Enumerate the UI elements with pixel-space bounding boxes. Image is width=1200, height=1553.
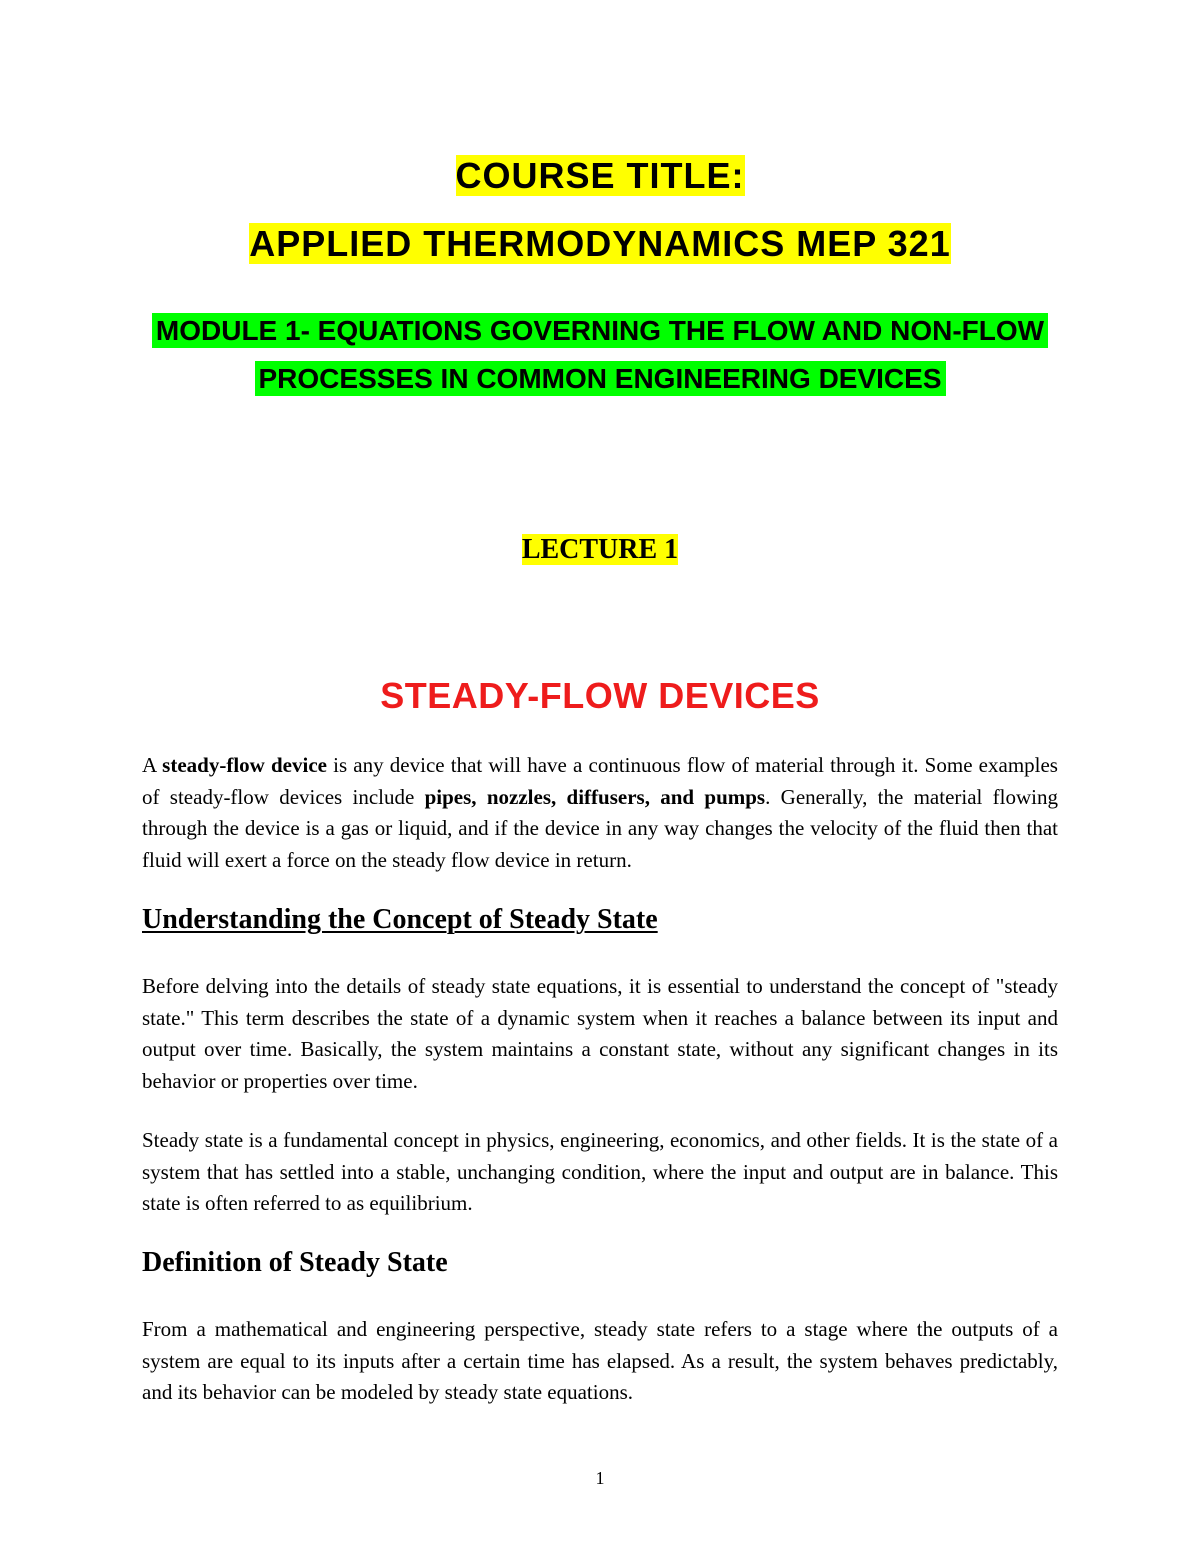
paragraph-definition: From a mathematical and engineering perspective, steady state refers to a stage where the outputs of a system are equal to its inputs after a certain time has elapsed. As a result, the system behaves predictably, and its behavior can be modeled by steady state equations. (142, 1317, 1058, 1404)
heading-concept-steady-state: Understanding the Concept of Steady State (142, 904, 658, 935)
lecture-number-text: LECTURE 1 (521, 534, 679, 565)
course-title-label-text: COURSE TITLE: (455, 155, 745, 196)
page-number: 1 (595, 1468, 605, 1488)
paragraph-text: A (142, 753, 163, 777)
bold-term: steady-flow device (162, 753, 327, 777)
paragraph-fundamental: Steady state is a fundamental concept in physics, engineering, economics, and other fields. It is the state of a system that has settled into a stable, unchanging condition, where the input and output are in balance. This state is often referred to as equilibrium. (142, 1128, 1058, 1215)
module-title-text: MODULE 1- EQUATIONS GOVERNING THE FLOW AND NON-FLOW PROCESSES IN COMMON ENGINEERING DEVICES (152, 313, 1048, 396)
paragraph-steady-flow-device (142, 750, 1058, 876)
paragraph-text: is any device that will have a continuous flow of material through it. Some examples of steady-flow devices include (142, 753, 1058, 809)
section-title: STEADY-FLOW DEVICES (380, 675, 820, 716)
course-name (0, 220, 1200, 268)
bold-term: pipes, nozzles, diffusers, and pumps (424, 784, 766, 809)
course-title-label (0, 152, 1200, 200)
paragraph-concept: Before delving into the details of steady state equations, it is essential to understand the concept of "steady state." This term describes the state of a dynamic system when it reaches a balance between its input and output over time. Basically, the system maintains a constant state, without any significant changes in its behavior or properties over time. (142, 974, 1058, 1093)
course-name-text: APPLIED THERMODYNAMICS MEP 321 (249, 223, 951, 264)
lecture-number (0, 528, 1200, 572)
heading-definition-steady-state: Definition of Steady State (142, 1247, 448, 1278)
module-title (140, 307, 1060, 403)
paragraph-text: . Generally, the material flowing through the device is a gas or liquid, and if the device in any way changes the velocity of the fluid then that fluid will exert a force on the steady flow device in return. (142, 784, 1058, 872)
